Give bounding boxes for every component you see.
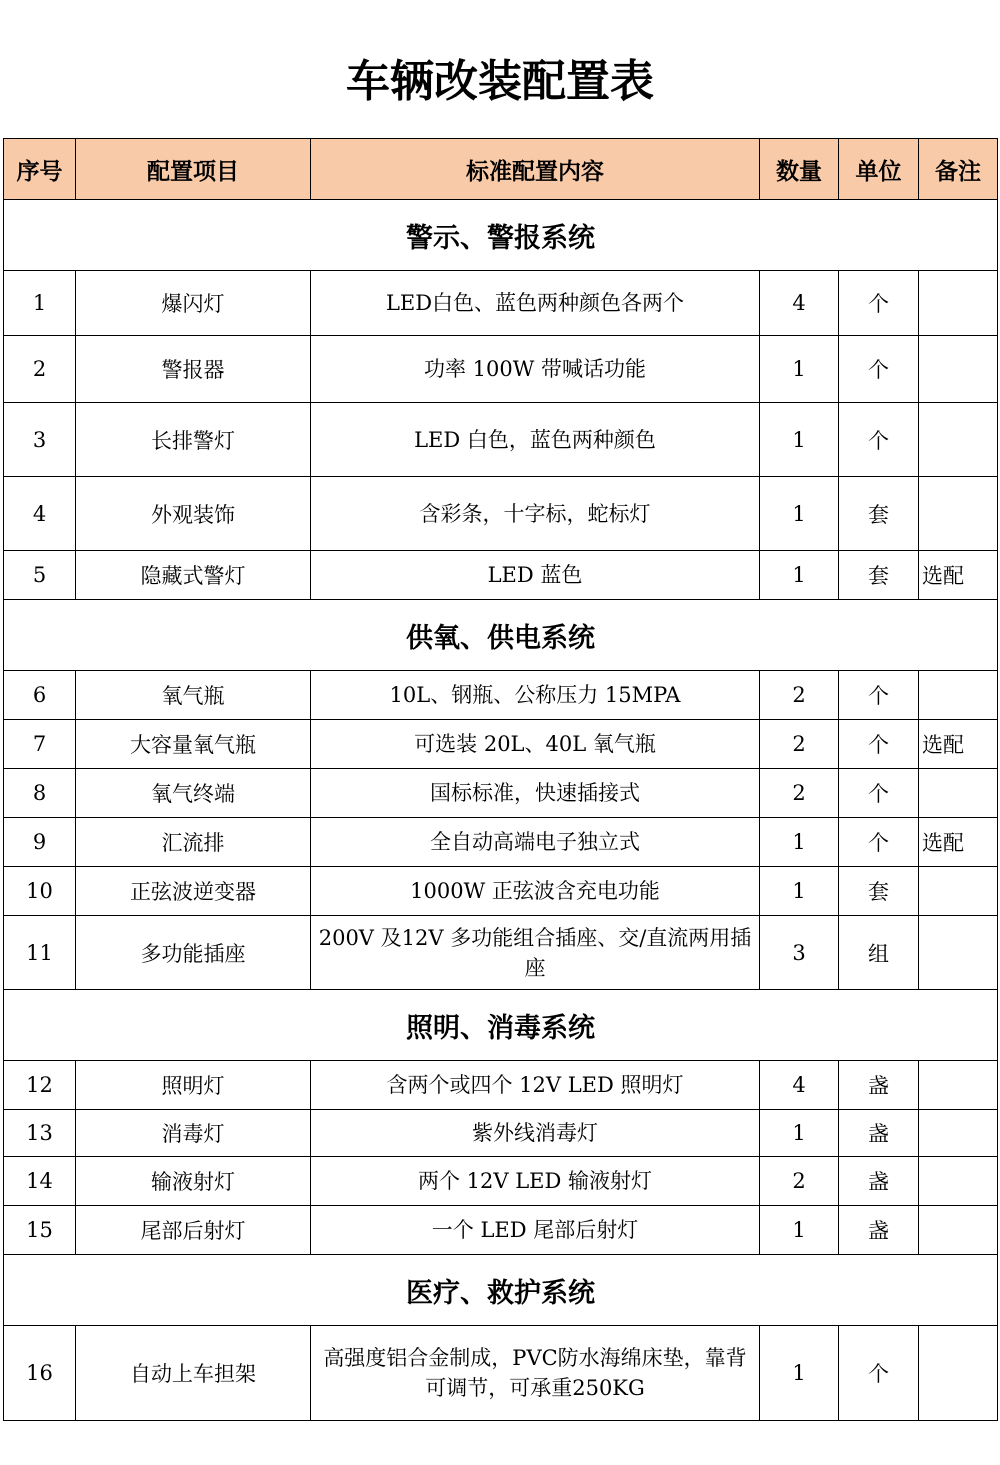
table-row (4, 403, 998, 477)
cell-remark: 选配 (919, 551, 998, 600)
cell-no: 4 (4, 477, 76, 551)
cell-item: 尾部后射灯 (76, 1206, 311, 1255)
cell-unit: 盏 (839, 1157, 919, 1206)
cell-unit: 套 (839, 867, 919, 916)
header-content: 标准配置内容 (311, 139, 760, 200)
cell-qty: 2 (760, 671, 839, 720)
section-title: 警示、警报系统 (4, 200, 998, 271)
cell-unit: 个 (839, 336, 919, 403)
cell-qty: 2 (760, 1157, 839, 1206)
cell-item: 长排警灯 (76, 403, 311, 477)
section-title: 医疗、救护系统 (4, 1255, 998, 1326)
cell-remark (919, 769, 998, 818)
cell-remark (919, 671, 998, 720)
cell-no: 1 (4, 271, 76, 336)
cell-item: 外观装饰 (76, 477, 311, 551)
cell-qty: 1 (760, 551, 839, 600)
cell-qty: 2 (760, 720, 839, 769)
section-title: 供氧、供电系统 (4, 600, 998, 671)
cell-no: 8 (4, 769, 76, 818)
cell-unit: 个 (839, 671, 919, 720)
cell-unit: 盏 (839, 1206, 919, 1255)
cell-content: 两个 12V LED 输液射灯 (311, 1157, 760, 1206)
cell-qty: 1 (760, 1110, 839, 1157)
cell-qty: 4 (760, 271, 839, 336)
cell-qty: 1 (760, 336, 839, 403)
section-row (4, 600, 998, 671)
table-row (4, 769, 998, 818)
cell-no: 11 (4, 916, 76, 990)
cell-unit: 个 (839, 403, 919, 477)
cell-remark: 选配 (919, 720, 998, 769)
header-no: 序号 (4, 139, 76, 200)
cell-qty: 1 (760, 1326, 839, 1421)
cell-unit: 个 (839, 271, 919, 336)
cell-no: 9 (4, 818, 76, 867)
cell-unit: 组 (839, 916, 919, 990)
cell-item: 输液射灯 (76, 1157, 311, 1206)
cell-item: 自动上车担架 (76, 1326, 311, 1421)
section-row (4, 1255, 998, 1326)
cell-item: 消毒灯 (76, 1110, 311, 1157)
cell-content: 200V 及12V 多功能组合插座、交/直流两用插座 (311, 916, 760, 990)
cell-qty: 3 (760, 916, 839, 990)
cell-content: 全自动高端电子独立式 (311, 818, 760, 867)
header-item: 配置项目 (76, 139, 311, 200)
cell-no: 6 (4, 671, 76, 720)
section-row (4, 990, 998, 1061)
cell-no: 10 (4, 867, 76, 916)
cell-qty: 1 (760, 867, 839, 916)
cell-qty: 2 (760, 769, 839, 818)
cell-no: 2 (4, 336, 76, 403)
cell-content: LED白色、蓝色两种颜色各两个 (311, 271, 760, 336)
cell-no: 7 (4, 720, 76, 769)
table-row (4, 671, 998, 720)
table-row (4, 916, 998, 990)
cell-unit: 盏 (839, 1061, 919, 1110)
table-row (4, 336, 998, 403)
cell-remark (919, 1157, 998, 1206)
cell-remark (919, 1110, 998, 1157)
cell-item: 氧气瓶 (76, 671, 311, 720)
cell-item: 隐藏式警灯 (76, 551, 311, 600)
table-row (4, 271, 998, 336)
cell-unit: 个 (839, 1326, 919, 1421)
cell-content: 功率 100W 带喊话功能 (311, 336, 760, 403)
cell-item: 照明灯 (76, 1061, 311, 1110)
table-row (4, 551, 998, 600)
cell-remark (919, 477, 998, 551)
cell-content: 高强度铝合金制成，PVC防水海绵床垫，靠背可调节，可承重250KG (311, 1326, 760, 1421)
cell-content: 含彩条，十字标，蛇标灯 (311, 477, 760, 551)
table-row (4, 1061, 998, 1110)
cell-item: 多功能插座 (76, 916, 311, 990)
cell-content: 1000W 正弦波含充电功能 (311, 867, 760, 916)
cell-unit: 套 (839, 551, 919, 600)
table-row (4, 1157, 998, 1206)
cell-no: 12 (4, 1061, 76, 1110)
cell-content: LED 蓝色 (311, 551, 760, 600)
cell-qty: 1 (760, 477, 839, 551)
cell-remark (919, 1061, 998, 1110)
cell-qty: 1 (760, 818, 839, 867)
table-row (4, 1110, 998, 1157)
cell-remark: 选配 (919, 818, 998, 867)
table-body (4, 200, 998, 1421)
cell-remark (919, 867, 998, 916)
cell-unit: 盏 (839, 1110, 919, 1157)
cell-remark (919, 1206, 998, 1255)
configuration-table (3, 138, 998, 1421)
cell-no: 16 (4, 1326, 76, 1421)
cell-qty: 1 (760, 403, 839, 477)
cell-content: LED 白色，蓝色两种颜色 (311, 403, 760, 477)
cell-item: 爆闪灯 (76, 271, 311, 336)
cell-content: 紫外线消毒灯 (311, 1110, 760, 1157)
cell-no: 13 (4, 1110, 76, 1157)
cell-no: 5 (4, 551, 76, 600)
cell-no: 15 (4, 1206, 76, 1255)
cell-qty: 4 (760, 1061, 839, 1110)
section-title: 照明、消毒系统 (4, 990, 998, 1061)
cell-unit: 个 (839, 769, 919, 818)
section-row (4, 200, 998, 271)
cell-remark (919, 916, 998, 990)
table-row (4, 477, 998, 551)
cell-item: 氧气终端 (76, 769, 311, 818)
cell-content: 可选装 20L、40L 氧气瓶 (311, 720, 760, 769)
cell-no: 14 (4, 1157, 76, 1206)
cell-unit: 个 (839, 818, 919, 867)
cell-content: 含两个或四个 12V LED 照明灯 (311, 1061, 760, 1110)
header-qty: 数量 (760, 139, 839, 200)
cell-item: 大容量氧气瓶 (76, 720, 311, 769)
header-remark: 备注 (919, 139, 998, 200)
cell-item: 汇流排 (76, 818, 311, 867)
cell-remark (919, 271, 998, 336)
header-unit: 单位 (839, 139, 919, 200)
cell-content: 国标标准，快速插接式 (311, 769, 760, 818)
table-row (4, 818, 998, 867)
header-row (4, 139, 998, 200)
cell-remark (919, 336, 998, 403)
cell-unit: 个 (839, 720, 919, 769)
cell-remark (919, 1326, 998, 1421)
cell-item: 警报器 (76, 336, 311, 403)
document-title: 车辆改装配置表 (346, 56, 654, 107)
table-row (4, 1326, 998, 1421)
table-row (4, 867, 998, 916)
table-row (4, 1206, 998, 1255)
cell-remark (919, 403, 998, 477)
cell-content: 10L、钢瓶、公称压力 15MPA (311, 671, 760, 720)
cell-qty: 1 (760, 1206, 839, 1255)
table-row (4, 720, 998, 769)
cell-no: 3 (4, 403, 76, 477)
cell-unit: 套 (839, 477, 919, 551)
cell-content: 一个 LED 尾部后射灯 (311, 1206, 760, 1255)
cell-item: 正弦波逆变器 (76, 867, 311, 916)
